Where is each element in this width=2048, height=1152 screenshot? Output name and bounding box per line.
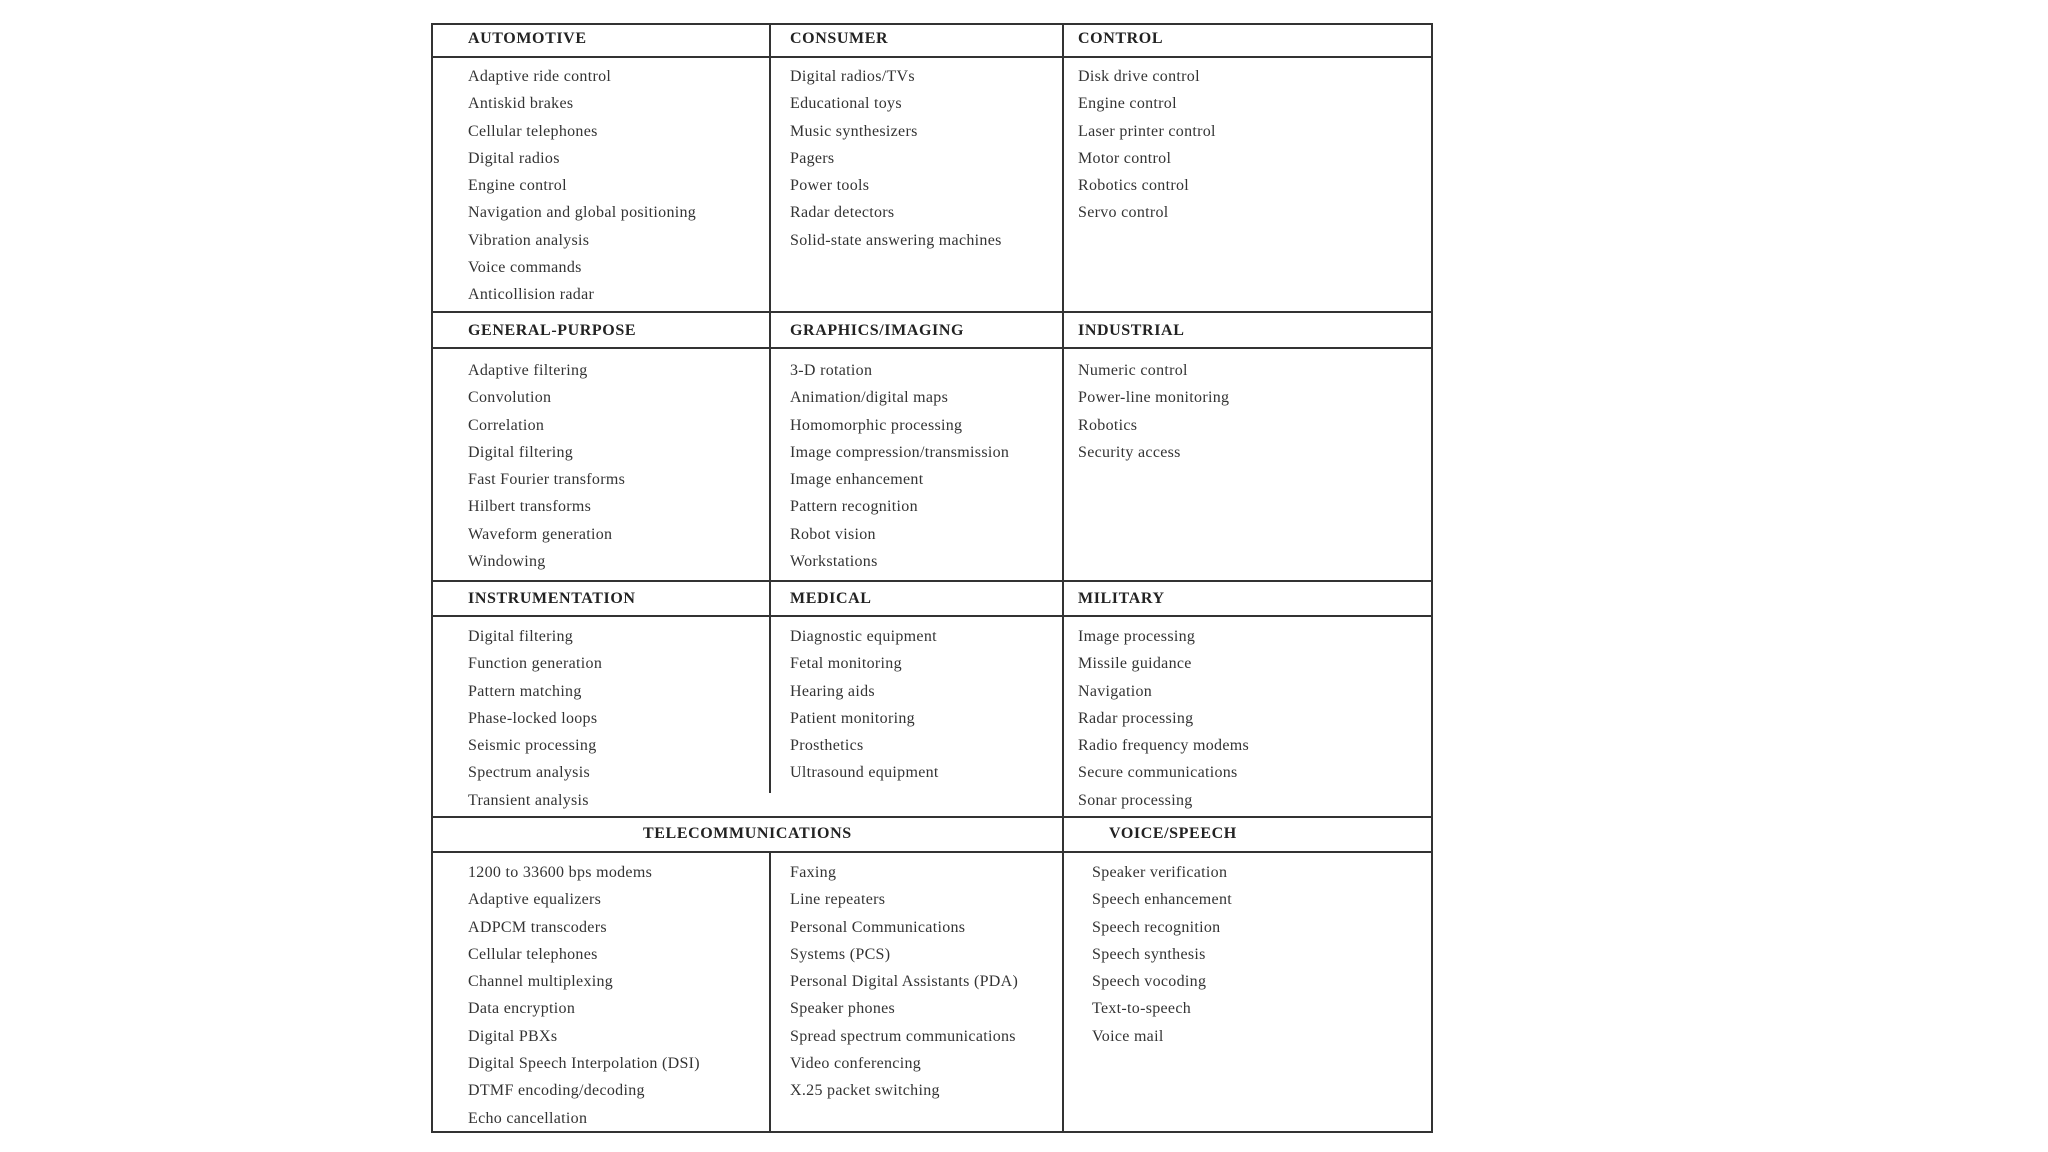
list-item: Voice mail <box>1092 1027 1164 1045</box>
list-item: Pattern matching <box>468 682 582 700</box>
list-item: Cellular telephones <box>468 945 598 963</box>
industrial-list <box>1078 357 1229 466</box>
list-item: Cellular telephones <box>468 122 598 140</box>
column-divider <box>769 851 771 1131</box>
list-item: Correlation <box>468 416 545 434</box>
list-item: Phase-locked loops <box>468 709 598 727</box>
automotive-list <box>468 63 696 309</box>
list-item: Engine control <box>1078 95 1177 113</box>
list-item: Robot vision <box>790 525 876 543</box>
applications-table <box>431 23 1433 1133</box>
list-item: Digital radios <box>468 149 560 167</box>
row-divider <box>433 347 1431 349</box>
list-item: Laser printer control <box>1078 122 1216 140</box>
list-item: Numeric control <box>1078 362 1188 379</box>
list-item: Radar detectors <box>790 204 895 222</box>
list-item: Navigation and global positioning <box>468 204 697 222</box>
voice-speech-list <box>1092 859 1232 1050</box>
list-item: ADPCM transcoders <box>468 918 607 936</box>
section-heading-military: MILITARY <box>1078 590 1165 607</box>
list-item: Hilbert transforms <box>468 498 592 516</box>
row-divider <box>433 580 1431 582</box>
list-item: X.25 packet switching <box>790 1082 940 1100</box>
list-item: Spread spectrum communications <box>790 1027 1016 1045</box>
list-item: Disk drive control <box>1078 68 1200 85</box>
list-item: Prosthetics <box>790 737 864 755</box>
list-item: Motor control <box>1078 149 1172 167</box>
list-item: Ultrasound equipment <box>790 764 939 782</box>
list-item: Pagers <box>790 149 835 167</box>
list-item: Radio frequency modems <box>1078 737 1249 755</box>
list-item: 3-D rotation <box>790 362 873 379</box>
list-item: Transient analysis <box>468 791 589 809</box>
list-item: Speech enhancement <box>1092 891 1233 909</box>
column-divider <box>769 25 771 793</box>
instrumentation-list <box>468 623 602 814</box>
telecommunications-list-left <box>468 859 700 1132</box>
list-item: Patient monitoring <box>790 709 915 727</box>
list-item: Navigation <box>1078 682 1153 700</box>
list-item: Faxing <box>790 864 837 881</box>
list-item: Power tools <box>790 177 870 195</box>
list-item: Digital PBXs <box>468 1027 558 1045</box>
list-item: Anticollision radar <box>468 286 595 304</box>
list-item: Digital filtering <box>468 443 574 461</box>
list-item: Engine control <box>468 177 567 195</box>
column-divider <box>1062 25 1064 1131</box>
row-divider <box>433 816 1431 818</box>
section-heading-automotive: AUTOMOTIVE <box>468 30 587 47</box>
list-item: Video conferencing <box>790 1055 922 1073</box>
general-purpose-list <box>468 357 625 575</box>
list-item: Systems (PCS) <box>790 945 891 963</box>
section-heading-consumer: CONSUMER <box>790 30 889 47</box>
list-item: Speech synthesis <box>1092 945 1206 963</box>
list-item: Image processing <box>1078 628 1196 645</box>
section-heading-telecommunications: TELECOMMUNICATIONS <box>643 825 852 842</box>
section-heading-voice-speech: VOICE/SPEECH <box>1109 825 1237 842</box>
section-heading-industrial: INDUSTRIAL <box>1078 322 1185 339</box>
list-item: Spectrum analysis <box>468 764 590 782</box>
section-heading-graphics-imaging: GRAPHICS/IMAGING <box>790 322 965 339</box>
row-divider <box>433 615 1431 617</box>
list-item: Animation/digital maps <box>790 389 949 407</box>
list-item: Digital Speech Interpolation (DSI) <box>468 1055 700 1073</box>
graphics-imaging-list <box>790 357 1009 575</box>
list-item: Speaker verification <box>1092 864 1228 881</box>
list-item: Speech recognition <box>1092 918 1221 936</box>
list-item: Power-line monitoring <box>1078 389 1230 407</box>
list-item: Adaptive filtering <box>468 362 588 379</box>
section-heading-general-purpose: GENERAL-PURPOSE <box>468 322 637 339</box>
list-item: Digital filtering <box>468 628 574 645</box>
list-item: Text-to-speech <box>1092 1000 1192 1018</box>
military-list <box>1078 623 1249 814</box>
list-item: Windowing <box>468 553 546 571</box>
list-item: Vibration analysis <box>468 231 590 249</box>
list-item: Secure communications <box>1078 764 1238 782</box>
section-heading-control: CONTROL <box>1078 30 1164 47</box>
row-divider <box>433 311 1431 313</box>
list-item: Function generation <box>468 655 603 673</box>
list-item: Speaker phones <box>790 1000 896 1018</box>
medical-list <box>790 623 939 787</box>
list-item: Image enhancement <box>790 471 924 489</box>
list-item: Solid-state answering machines <box>790 231 1002 249</box>
list-item: Workstations <box>790 553 878 571</box>
list-item: Adaptive ride control <box>468 68 612 85</box>
list-item: Music synthesizers <box>790 122 918 140</box>
list-item: Seismic processing <box>468 737 597 755</box>
row-divider <box>433 56 1431 58</box>
list-item: Image compression/transmission <box>790 443 1010 461</box>
list-item: Echo cancellation <box>468 1109 588 1127</box>
list-item: Security access <box>1078 443 1181 461</box>
list-item: Adaptive equalizers <box>468 891 602 909</box>
list-item: Homomorphic processing <box>790 416 963 434</box>
list-item: Diagnostic equipment <box>790 628 937 645</box>
list-item: Radar processing <box>1078 709 1194 727</box>
list-item: Antiskid brakes <box>468 95 574 113</box>
list-item: Servo control <box>1078 204 1169 222</box>
list-item: Line repeaters <box>790 891 886 909</box>
list-item: Educational toys <box>790 95 902 113</box>
section-heading-instrumentation: INSTRUMENTATION <box>468 590 636 607</box>
list-item: DTMF encoding/decoding <box>468 1082 645 1100</box>
section-heading-medical: MEDICAL <box>790 590 872 607</box>
list-item: Digital radios/TVs <box>790 68 915 85</box>
list-item: Sonar processing <box>1078 791 1193 809</box>
consumer-list <box>790 63 1002 254</box>
list-item: Data encryption <box>468 1000 576 1018</box>
list-item: Missile guidance <box>1078 655 1192 673</box>
list-item: Voice commands <box>468 259 582 277</box>
list-item: Robotics <box>1078 416 1138 434</box>
list-item: Channel multiplexing <box>468 973 614 991</box>
telecommunications-list-right <box>790 859 1018 1105</box>
control-list <box>1078 63 1216 227</box>
list-item: Hearing aids <box>790 682 875 700</box>
list-item: Speech vocoding <box>1092 973 1207 991</box>
list-item: Personal Digital Assistants (PDA) <box>790 973 1019 991</box>
list-item: Fast Fourier transforms <box>468 471 626 489</box>
list-item: Waveform generation <box>468 525 613 543</box>
list-item: Personal Communications <box>790 918 966 936</box>
list-item: 1200 to 33600 bps modems <box>468 864 653 881</box>
row-divider <box>433 851 1431 853</box>
list-item: Pattern recognition <box>790 498 918 516</box>
list-item: Robotics control <box>1078 177 1190 195</box>
list-item: Convolution <box>468 389 552 407</box>
list-item: Fetal monitoring <box>790 655 902 673</box>
